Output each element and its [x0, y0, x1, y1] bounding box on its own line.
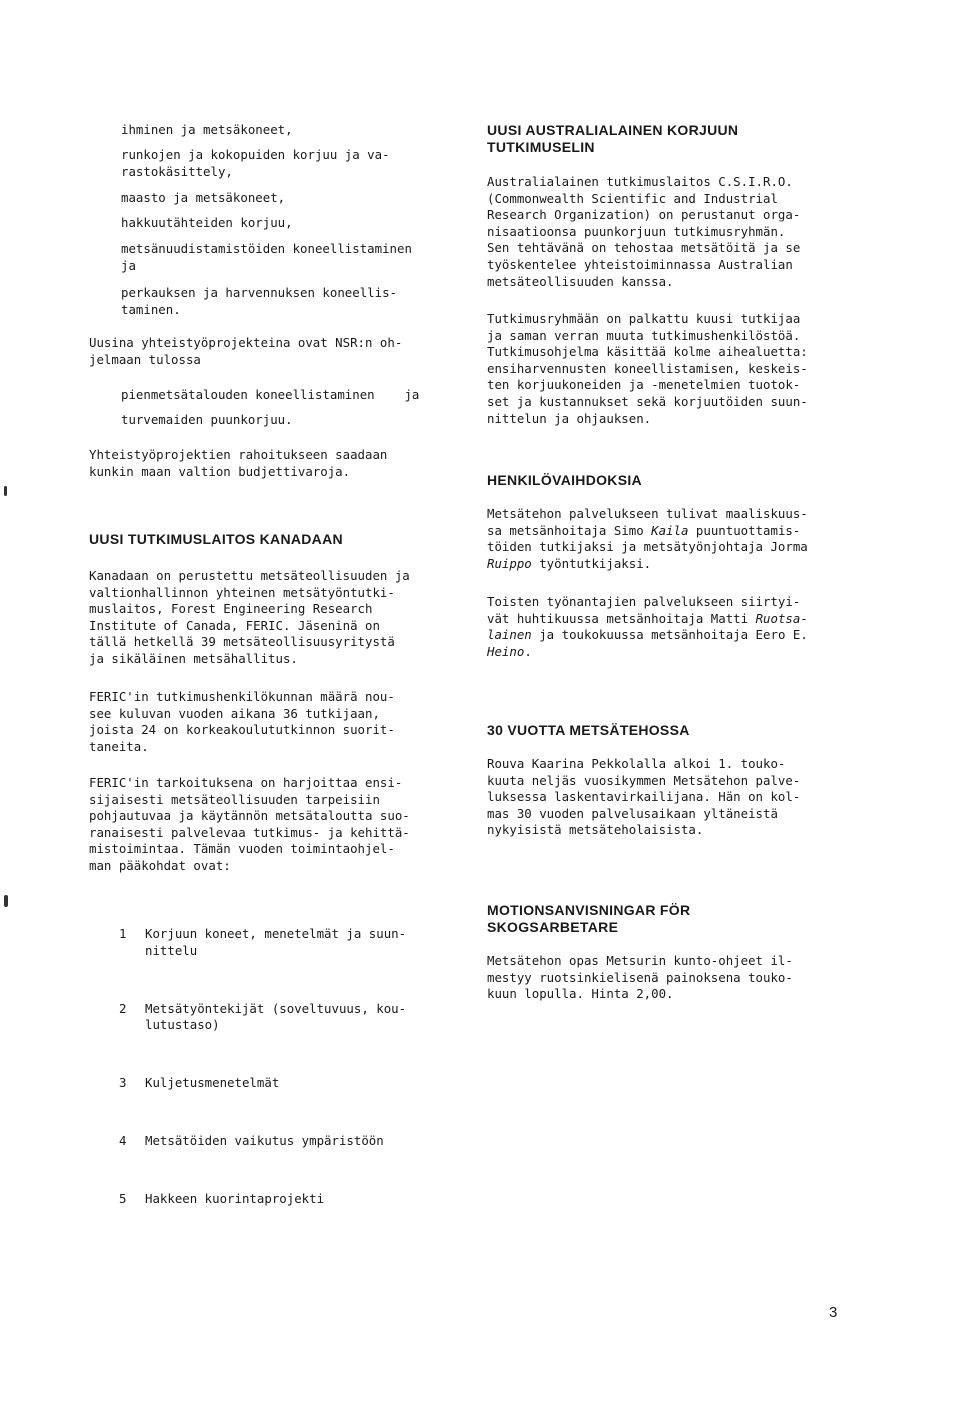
text-run: työntutkijaksi. [531, 555, 652, 571]
paragraph [487, 506, 867, 572]
text-run: . [524, 643, 532, 659]
numbered-item [119, 1001, 459, 1034]
item-number: 5 [119, 1190, 127, 1206]
item-text: Hakkeen kuorintaprojekti [145, 1190, 325, 1206]
item-text: Metsätyöntekijät (soveltuvuus, kou- lutustaso) [145, 1000, 407, 1033]
scan-speck [4, 895, 8, 907]
paragraph: Australialainen tutkimuslaitos C.S.I.R.O. (Commonwealth Scientific and Industrial Research Organization) on perustanut orga- nisaatioonsa puunkorjuun tutkimusryhmän. Sen tehtävänä on tehostaa metsätöitä ja se työskentelee yhteistoiminnassa Australian metsäteollisuuden kanssa. [487, 174, 801, 289]
paragraph: FERIC'in tutkimushenkilökunnan määrä nou- see kuluvan vuoden aikana 36 tutkijaan, joista 24 on korkeakoulututkinnon suorit- taneita. [89, 689, 395, 754]
person-name: Ruotsa- lainen [487, 610, 808, 643]
section-heading: MOTIONSANVISNINGAR FÖR SKOGSARBETARE [487, 902, 691, 935]
list-item: turvemaiden puunkorjuu. [121, 412, 293, 427]
numbered-item [119, 1075, 459, 1092]
scan-speck [4, 486, 7, 496]
item-text: Metsätöiden vaikutus ympäristöön [145, 1132, 384, 1148]
list-item: perkauksen ja harvennuksen koneellis- taminen. [121, 285, 398, 317]
numbered-item [119, 926, 459, 959]
section-heading: 30 VUOTTA METSÄTEHOSSA [487, 722, 690, 738]
paragraph: FERIC'in tarkoituksena on harjoittaa ensi- sijaisesti metsäteollisuuden tarpeisiin pohjautuvaa ja käytännön metsätaloutta suo- ranaisesti palvelevaa tutkimus- ja kehittä- mistoimintaa. Tämän vuoden toimintaohjel- man pääkohdat ovat: [89, 775, 410, 873]
numbered-list [119, 893, 459, 1224]
list-item: maasto ja metsäkoneet, [121, 190, 286, 205]
paragraph [487, 594, 867, 660]
text-run: ja toukokuussa metsänhoitaja Eero E. [539, 627, 808, 643]
item-number: 2 [119, 1000, 127, 1016]
person-name: Kaila [651, 522, 689, 538]
item-number: 1 [119, 926, 127, 942]
paragraph: Kanadaan on perustettu metsäteollisuuden ja valtionhallinnon yhteinen metsätyöntutki- muslaitos, Forest Engineering Research Institute of Canada, FERIC. Jäseninä on tällä hetkellä 39 metsäteollisuusyritystä ja sikäläinen metsähallitus. [89, 568, 410, 666]
item-number: 4 [119, 1132, 127, 1148]
text-run: puuntuottamis- töiden tutkijaksi ja metsätyönjohtaja Jorma [487, 522, 808, 555]
paragraph: Uusina yhteistyöprojekteina ovat NSR:n oh- jelmaan tulossa [89, 335, 403, 367]
item-text: Kuljetusmenetelmät [145, 1074, 280, 1090]
list-item: ihminen ja metsäkoneet, [121, 122, 293, 137]
paragraph: Yhteistyöprojektien rahoitukseen saadaan kunkin maan valtion budjettivaroja. [89, 447, 388, 479]
paragraph: Rouva Kaarina Pekkolalla alkoi 1. touko- kuuta neljäs vuosikymmen Metsätehon palve- luksessa laskentavirkailijana. Hän on kol- mas 30 vuoden palvelusaikaan yltäneistä nykyisistä metsäteholaisista. [487, 756, 801, 838]
person-name: Ruippo [487, 555, 532, 571]
item-text: Korjuun koneet, menetelmät ja suun- nittelu [145, 926, 407, 958]
paragraph: Tutkimusryhmään on palkattu kuusi tutkijaa ja saman verran muuta tutkimushenkilöstöä. Tutkimusohjelma käsittää kolme aihealuetta: ensiharvennusten koneellistamisen, keskeis- ten korjuukoneiden ja -menetelmien tuotok- set ja kustannukset sekä korjuutöiden suun- nittelun ja ohjauksen. [487, 311, 808, 426]
person-name: Heino [487, 643, 525, 659]
numbered-item [119, 1133, 459, 1150]
list-item: metsänuudistamistöiden koneellistaminen ja [121, 241, 412, 273]
list-item: runkojen ja kokopuiden korjuu ja va- rastokäsittely, [121, 147, 390, 179]
section-heading: HENKILÖVAIHDOKSIA [487, 472, 642, 488]
text-run: Metsätehon palvelukseen tulivat maaliskuus- sa metsänhoitaja Simo [487, 506, 808, 538]
list-item: hakkuutähteiden korjuu, [121, 215, 293, 230]
section-heading: UUSI TUTKIMUSLAITOS KANADAAN [89, 531, 343, 547]
section-heading: UUSI AUSTRALIALAINEN KORJUUN TUTKIMUSELIN [487, 122, 739, 155]
item-number: 3 [119, 1074, 127, 1090]
page-number: 3 [829, 1304, 838, 1321]
list-item: pienmetsätalouden koneellistaminen ja [121, 387, 420, 402]
numbered-item [119, 1191, 459, 1208]
paragraph: Metsätehon opas Metsurin kunto-ohjeet il- mestyy ruotsinkielisenä painoksena touko- kuun lopulla. Hinta 2,00. [487, 953, 793, 1002]
text-run: Toisten työnantajien palvelukseen siirtyi- vät huhtikuussa metsänhoitaja Matti [487, 594, 801, 626]
